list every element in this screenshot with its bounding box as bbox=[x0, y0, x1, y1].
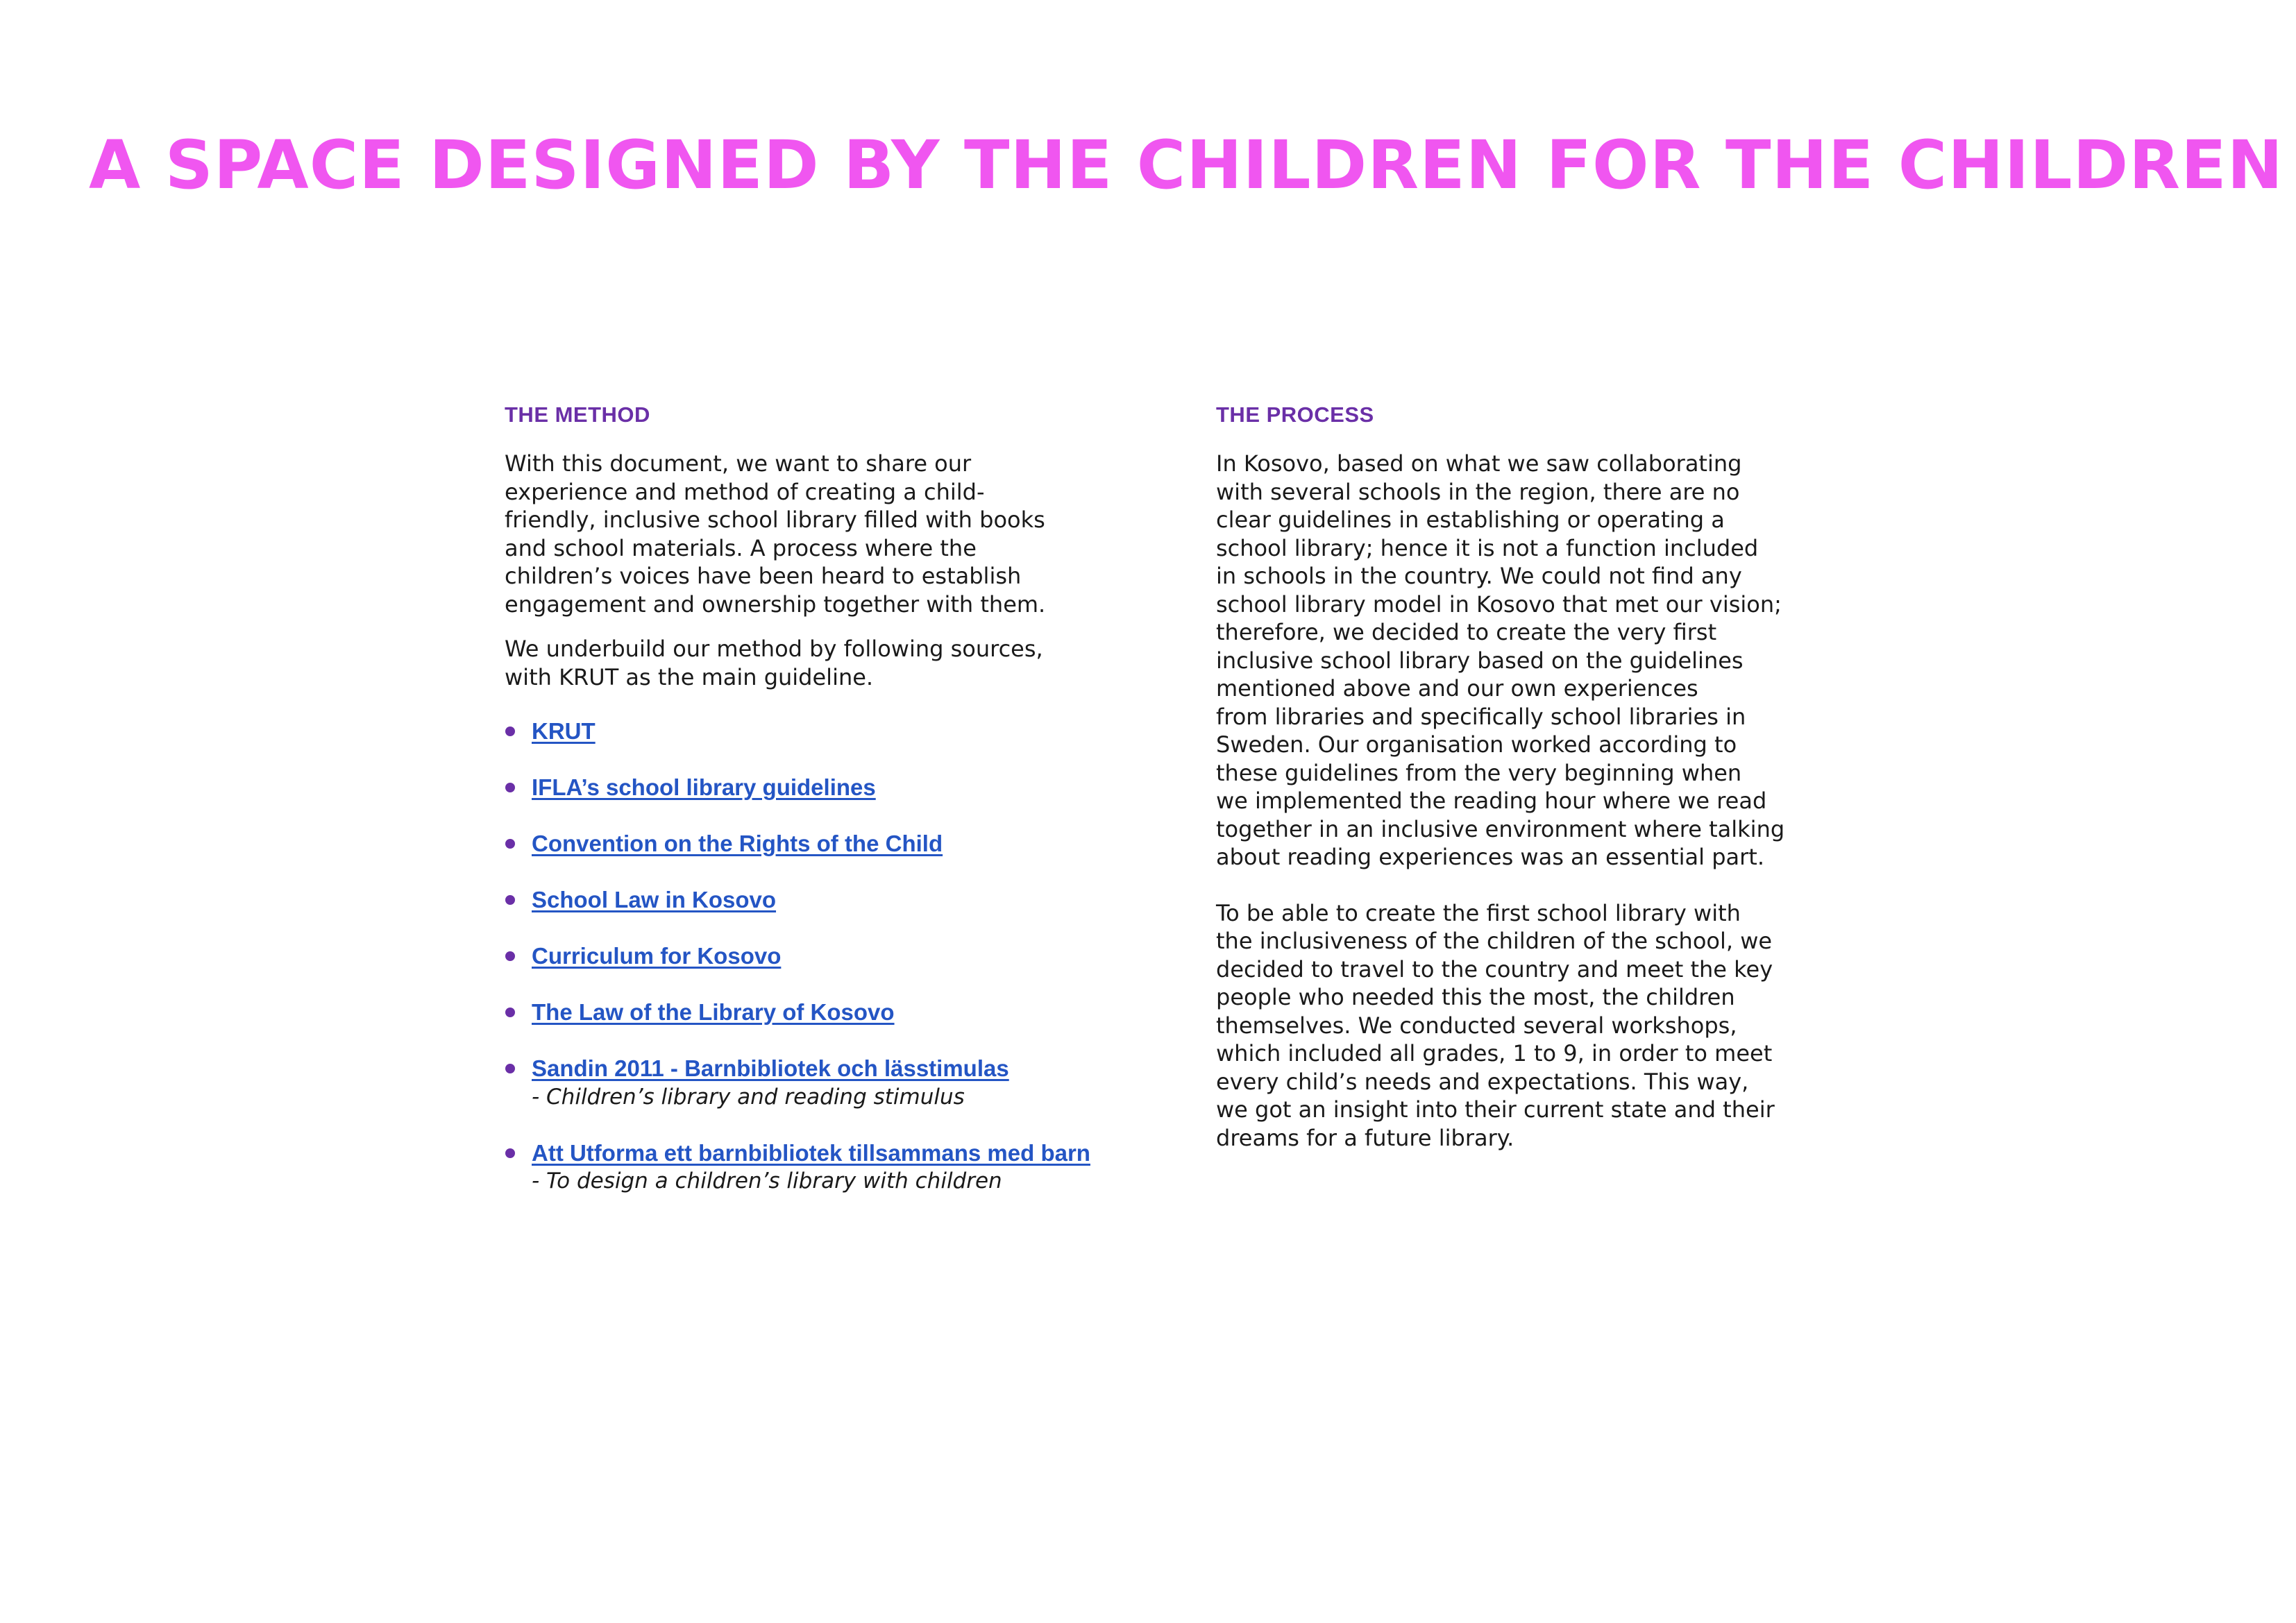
bullet-icon bbox=[505, 951, 515, 961]
source-link-rights-of-child[interactable]: Convention on the Rights of the Child bbox=[532, 831, 943, 856]
source-link-library-law[interactable]: The Law of the Library of Kosovo bbox=[532, 999, 895, 1025]
source-item-library-law bbox=[505, 999, 1129, 1027]
bullet-icon bbox=[505, 1064, 515, 1073]
source-item-ifla bbox=[505, 774, 1129, 802]
bullet-icon bbox=[505, 783, 515, 792]
process-paragraph-2: To be able to create the first school library with the inclusiveness of the children of the school, we decided to travel to the country and meet the key people who needed this the most, the children themselves. We conducted several workshops, which included all grades, 1 to 9, in order to meet every child’s needs and expectations. This way, we got an insight into their current state and their dreams for a future library. bbox=[1216, 899, 1775, 1151]
source-item-krut bbox=[505, 717, 1129, 746]
source-item-att-utforma bbox=[505, 1139, 1129, 1196]
bullet-icon bbox=[505, 726, 515, 736]
bullet-icon bbox=[505, 1008, 515, 1017]
process-heading: THE PROCESS bbox=[1216, 402, 1374, 427]
page-title: A SPACE DESIGNED BY THE CHILDREN FOR THE CHILDREN bbox=[89, 126, 2284, 204]
source-link-att-utforma[interactable]: Att Utforma ett barnbibliotek tillsammans med barn bbox=[532, 1139, 1090, 1166]
source-item-sandin bbox=[505, 1055, 1129, 1111]
method-heading: THE METHOD bbox=[505, 402, 650, 427]
source-link-ifla-guidelines[interactable]: IFLA’s school library guidelines bbox=[532, 774, 876, 800]
source-item-school-law bbox=[505, 886, 1129, 915]
source-item-curriculum bbox=[505, 942, 1129, 971]
bullet-icon bbox=[505, 839, 515, 849]
source-link-curriculum[interactable]: Curriculum for Kosovo bbox=[532, 943, 782, 969]
method-sources-paragraph: We underbuild our method by following sources, with KRUT as the main guideline. bbox=[505, 636, 1043, 690]
source-item-crc bbox=[505, 830, 1129, 858]
source-note-att-utforma: - To design a children’s library with children bbox=[532, 1169, 1002, 1193]
bullet-icon bbox=[505, 895, 515, 905]
source-link-krut[interactable]: KRUT bbox=[532, 718, 596, 744]
source-link-sandin-2011[interactable]: Sandin 2011 - Barnbibliotek och lässtimulas bbox=[532, 1055, 1009, 1081]
method-intro-paragraph: With this document, we want to share our experience and method of creating a child- friendly, inclusive school library filled with books and school materials. A process where the children’s voices have been heard to establish engagement and ownership together with them. bbox=[505, 450, 1046, 618]
bullet-icon bbox=[505, 1148, 515, 1158]
method-section bbox=[505, 401, 1129, 1223]
source-link-school-law[interactable]: School Law in Kosovo bbox=[532, 887, 777, 912]
source-note-sandin: - Children’s library and reading stimulus bbox=[532, 1084, 965, 1110]
process-paragraph-1: In Kosovo, based on what we saw collaborating with several schools in the region, there are no clear guidelines in establishing or operating a school library; hence it is not a function included in schools in the country. We could not find any school library model in Kosovo that met our vision; therefore, we decided to create the very first inclusive school library based on the guidelines mentioned above and our own experiences from libraries and specifically school libraries in Sweden. Our organisation worked according to these guidelines from the very beginning when we implemented the reading hour where we read together in an inclusive environment where talking about reading experiences was an essential part. bbox=[1216, 450, 1785, 870]
sources-list bbox=[505, 717, 1129, 1196]
process-section bbox=[1216, 401, 1841, 1152]
